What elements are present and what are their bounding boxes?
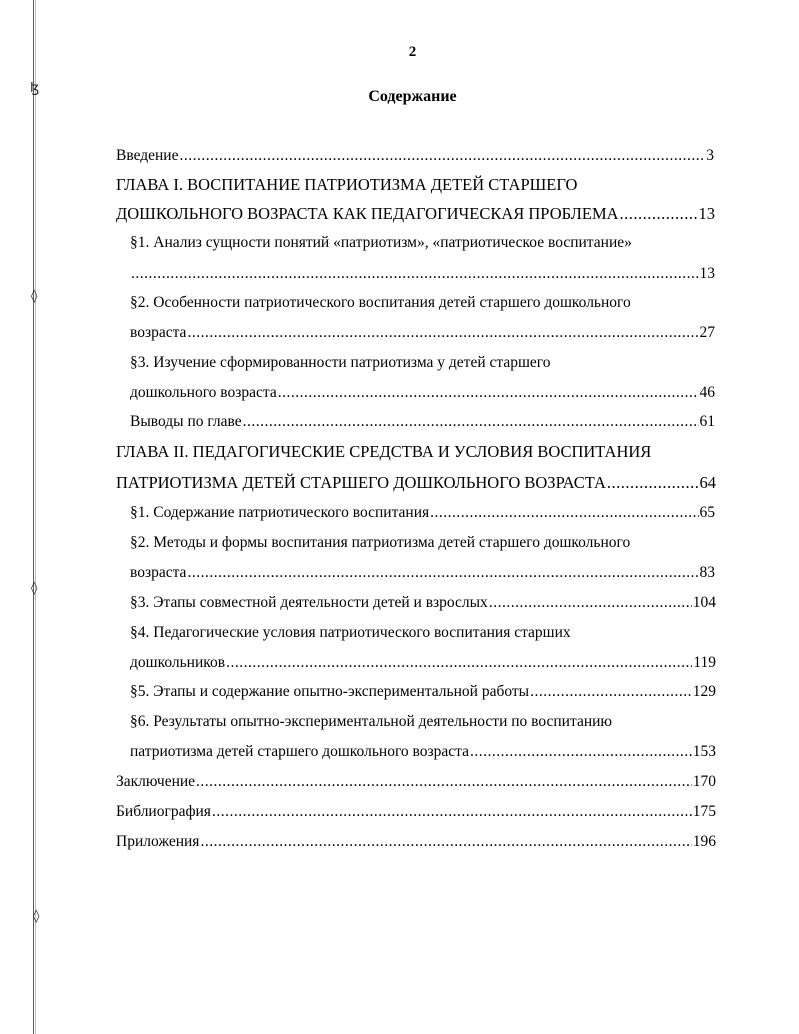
toc-section: патриотизма детей старшего дошкольного возраста ..... 153 xyxy=(130,742,716,762)
page-title: Содержание xyxy=(368,88,457,105)
scan-speck-icon: ◊ xyxy=(31,581,38,596)
toc-section: §1. Содержание патриотического воспитания ..... 65 xyxy=(130,503,715,523)
toc-chapter-2-heading: ПАТРИОТИЗМА ДЕТЕЙ СТАРШЕГО ДОШКОЛЬНОГО ВОЗРАСТА ..... 64 xyxy=(116,473,716,493)
toc-section: ..... 13 xyxy=(130,264,715,284)
toc-section: Выводы по главе ..... 61 xyxy=(130,412,715,432)
toc-section: §3. Изучение сформированности патриотизма у детей старшего xyxy=(130,354,551,371)
scan-speck-icon: ɮ xyxy=(30,81,40,96)
toc-section: §2. Методы и формы воспитания патриотизма детей старшего дошкольного xyxy=(130,534,631,551)
toc-entry-appendices: Приложения ..... 196 xyxy=(116,832,716,852)
toc-section: §1. Анализ сущности понятий «патриотизм», «патриотическое воспитание» xyxy=(130,234,632,251)
toc-section: дошкольников ..... 119 xyxy=(130,653,716,673)
toc-section: дошкольного возраста ..... 46 xyxy=(130,383,715,403)
toc-entry-conclusion: Заключение ..... 170 xyxy=(116,772,716,792)
toc-section: §2. Особенности патриотического воспитания детей старшего дошкольного xyxy=(130,294,631,311)
toc-section: возраста ..... 83 xyxy=(130,563,715,583)
toc-section: §6. Результаты опытно-экспериментальной деятельности по воспитанию xyxy=(130,713,612,730)
toc-chapter-1-heading: ГЛАВА I. ВОСПИТАНИЕ ПАТРИОТИЗМА ДЕТЕЙ СТАРШЕГО xyxy=(116,175,578,194)
toc-section: §4. Педагогические условия патриотического воспитания старших xyxy=(130,624,571,641)
toc-chapter-1-heading: ДОШКОЛЬНОГО ВОЗРАСТА КАК ПЕДАГОГИЧЕСКАЯ ПРОБЛЕМА ..... 13 xyxy=(116,204,715,224)
toc-section: §3. Этапы совместной деятельности детей и взрослых ..... 104 xyxy=(130,593,716,613)
toc-entry-intro: Введение ..... 3 xyxy=(116,146,714,166)
toc-section: возраста ..... 27 xyxy=(130,323,715,343)
toc-entry-bibliography: Библиография ..... 175 xyxy=(116,802,716,822)
scan-speck-icon: ◊ xyxy=(31,289,38,304)
scan-speck-icon: ◊ xyxy=(33,909,40,924)
toc-chapter-2-heading: ГЛАВА II. ПЕДАГОГИЧЕСКИЕ СРЕДСТВА И УСЛОВИЯ ВОСПИТАНИЯ xyxy=(116,442,652,461)
page-number: 2 xyxy=(408,44,417,60)
toc-section: §5. Этапы и содержание опытно-экспериментальной работы ..... 129 xyxy=(130,682,716,702)
